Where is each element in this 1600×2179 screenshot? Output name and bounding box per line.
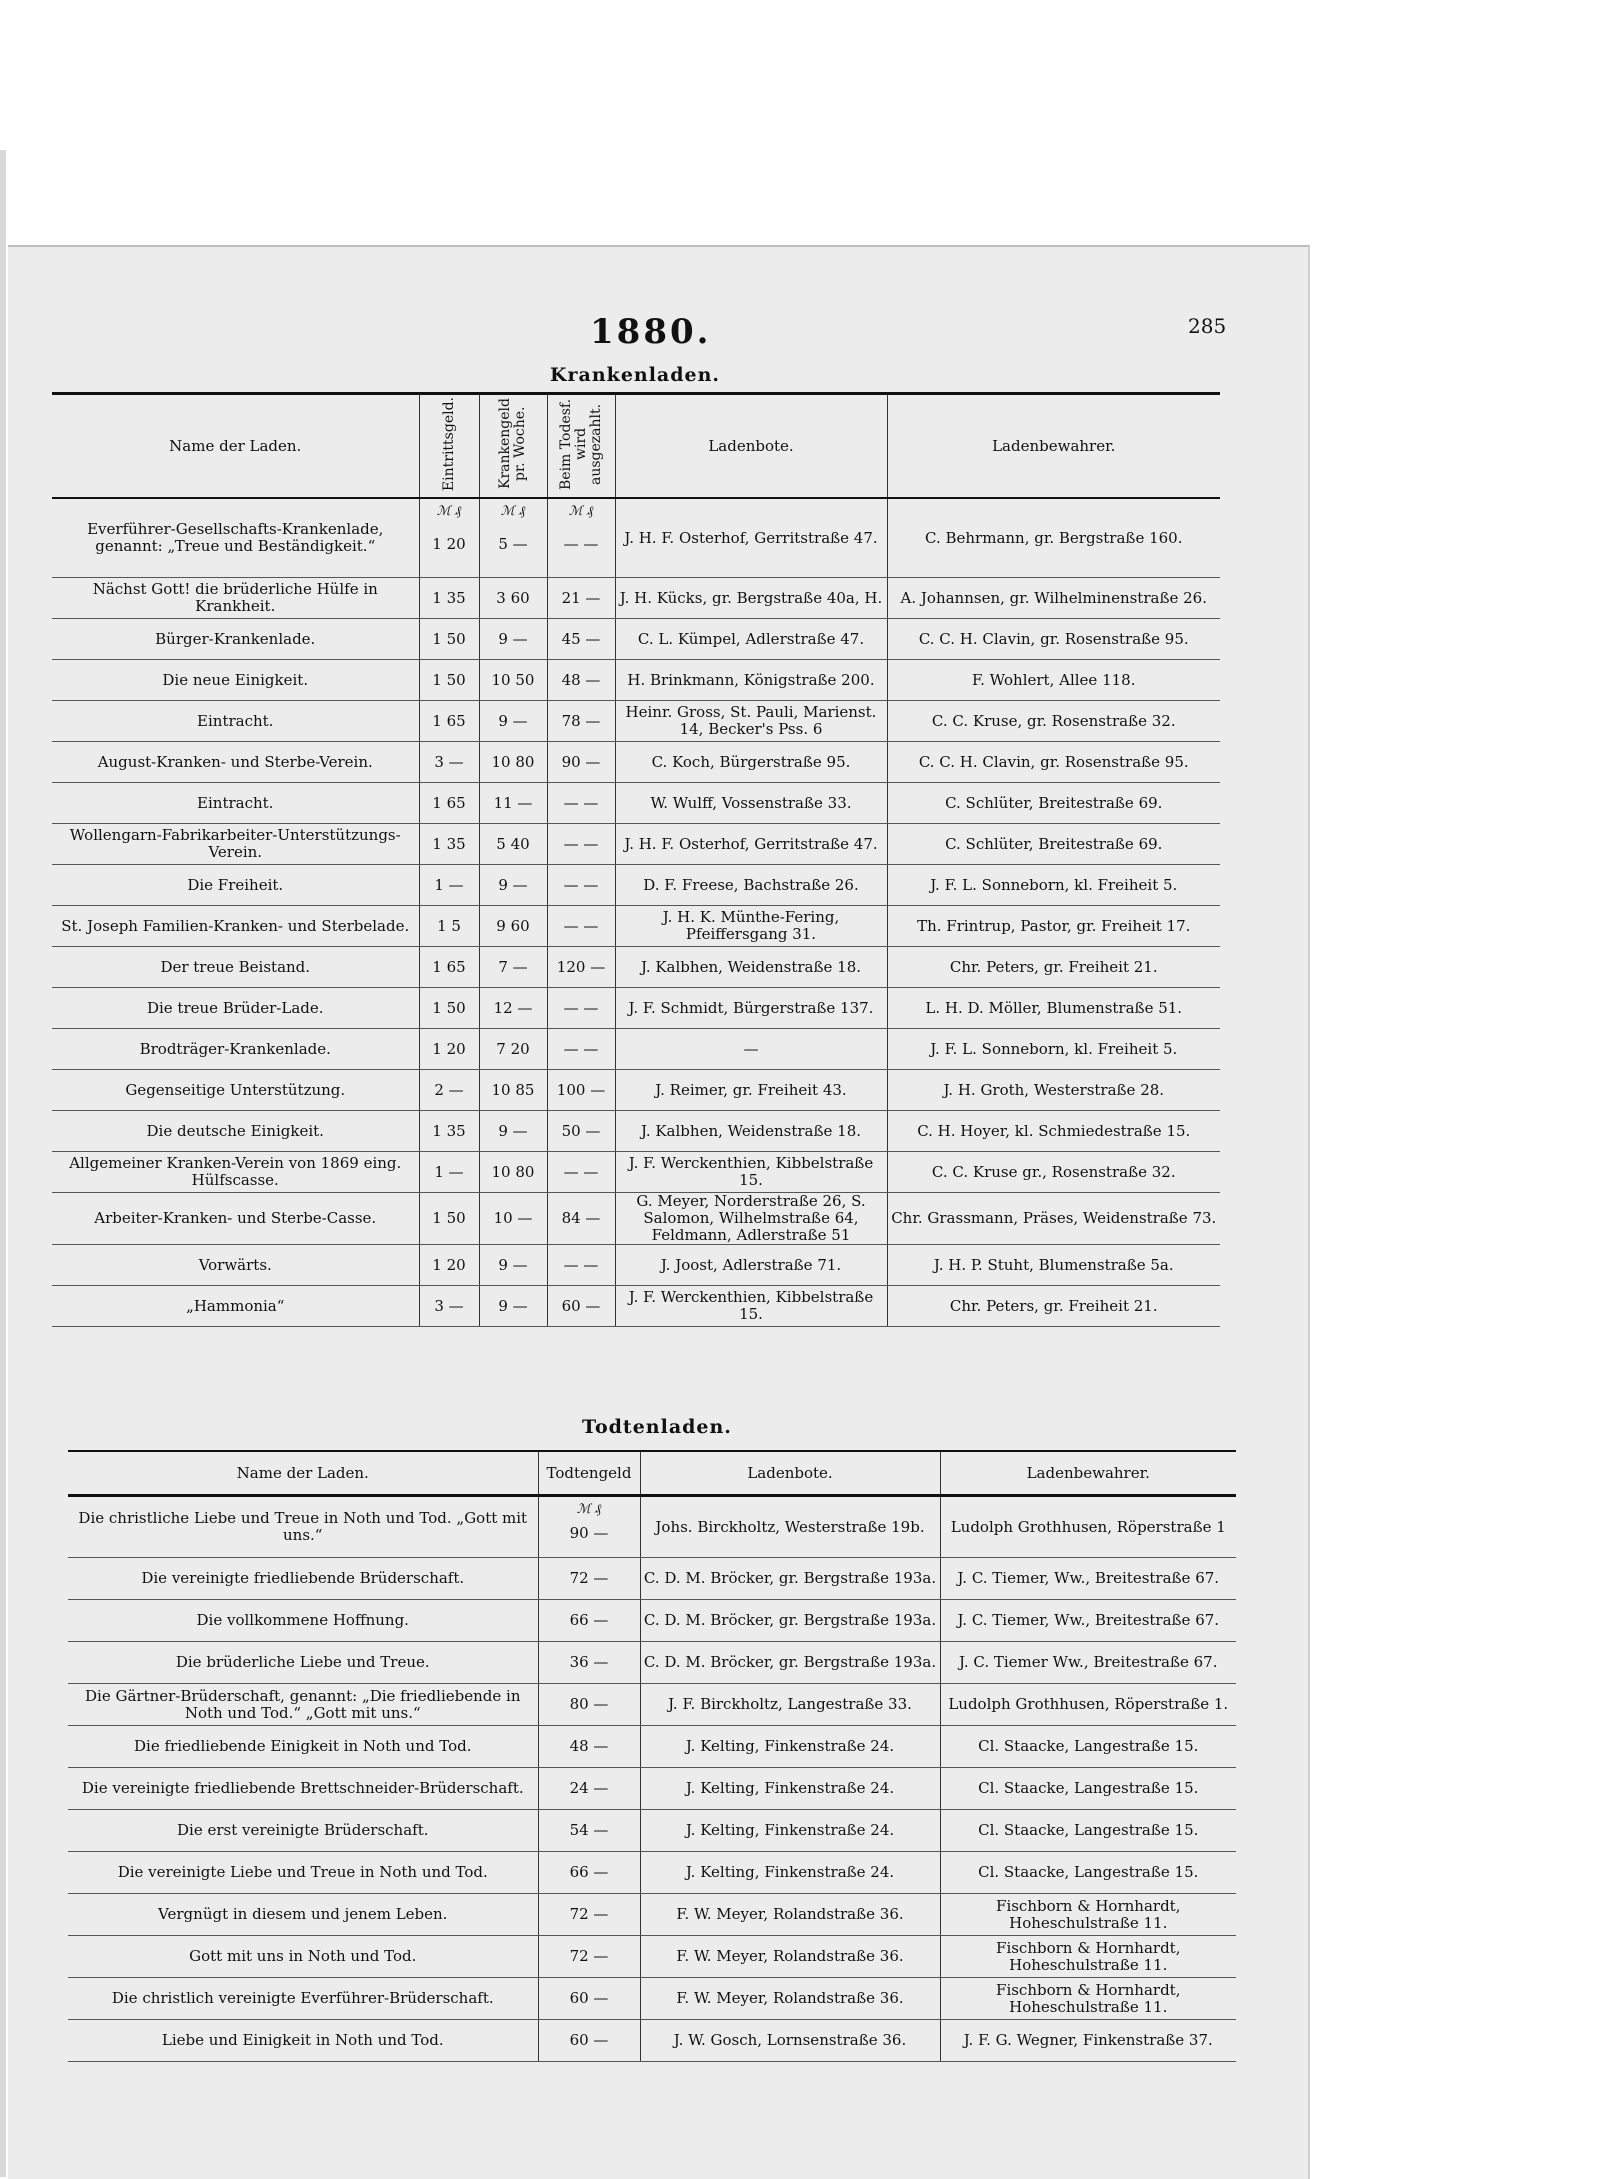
todtengeld-value: 60 — [538,1978,640,2020]
ladenbewahrer-value: Ludolph Grothhusen, Röperstraße 1 [940,1496,1236,1558]
todesgeld-value: 50 — [547,1111,615,1152]
table-row [52,1029,1220,1070]
page-number: 285 [1188,314,1227,338]
ladenbote-value: Heinr. Gross, St. Pauli, Marienst. 14, Becker's Pss. 6 [615,701,887,742]
col-header-todesgeld: Beim Todesf. wird ausgezahlt. [547,394,615,499]
lade-name: „Hammonia“ [52,1286,419,1327]
table-row [52,498,1220,578]
ladenbewahrer-value: C. C. Kruse, gr. Rosenstraße 32. [887,701,1220,742]
ladenbewahrer-value: L. H. D. Möller, Blumenstraße 51. [887,988,1220,1029]
table-row [68,1810,1236,1852]
ladenbewahrer-value: J. C. Tiemer, Ww., Breitestraße 67. [940,1600,1236,1642]
ladenbote-value: J. Kelting, Finkenstraße 24. [640,1810,940,1852]
lade-name: Allgemeiner Kranken-Verein von 1869 eing. Hülfscasse. [52,1152,419,1193]
todesgeld-value: 90 — [547,742,615,783]
currency-mark: ℳ ₰ [568,504,594,519]
table-row [52,824,1220,865]
lade-name: Eintracht. [52,701,419,742]
ladenbote-value: F. W. Meyer, Rolandstraße 36. [640,1894,940,1936]
lade-name: Everführer-Gesellschafts-Krankenlade, genannt: „Treue und Beständigkeit.“ [52,498,419,578]
ladenbewahrer-value: C. Behrmann, gr. Bergstraße 160. [887,498,1220,578]
lade-name: Der treue Beistand. [52,947,419,988]
ladenbewahrer-value: Cl. Staacke, Langestraße 15. [940,1768,1236,1810]
lade-name: Die friedliebende Einigkeit in Noth und Tod. [68,1726,538,1768]
ladenbewahrer-value: Cl. Staacke, Langestraße 15. [940,1810,1236,1852]
lade-name: Liebe und Einigkeit in Noth und Tod. [68,2020,538,2062]
krankengeld-value: 9 — [479,701,547,742]
currency-mark: ℳ ₰ [436,504,462,519]
lade-name: Die brüderliche Liebe und Treue. [68,1642,538,1684]
ladenbote-value: J. F. Werckenthien, Kibbelstraße 15. [615,1152,887,1193]
todesgeld-value: — — [547,865,615,906]
table-row [68,1978,1236,2020]
eintrittsgeld-value: 3 — [419,742,479,783]
ladenbote-value: C. L. Kümpel, Adlerstraße 47. [615,619,887,660]
ladenbewahrer-value: Th. Frintrup, Pastor, gr. Freiheit 17. [887,906,1220,947]
todtenladen-header-row [68,1451,1236,1496]
table-row [68,1768,1236,1810]
todesgeld-value: 84 — [547,1193,615,1245]
ladenbewahrer-value: C. C. H. Clavin, gr. Rosenstraße 95. [887,619,1220,660]
lade-name: Nächst Gott! die brüderliche Hülfe in Krankheit. [52,578,419,619]
eintrittsgeld-value: 1 35 [419,824,479,865]
col-header-name: Name der Laden. [68,1451,538,1496]
col-header-ladenbewahrer: Ladenbewahrer. [940,1451,1236,1496]
lade-name: Vorwärts. [52,1245,419,1286]
eintrittsgeld-value: 1 65 [419,947,479,988]
section-title-krankenladen: Krankenladen. [550,364,721,386]
todesgeld-value: — — [547,906,615,947]
table-row [52,578,1220,619]
ladenbote-value: J. Kelting, Finkenstraße 24. [640,1852,940,1894]
todesgeld-value: 21 — [547,578,615,619]
krankengeld-value: 9 — [479,1245,547,1286]
ladenbote-value: F. W. Meyer, Rolandstraße 36. [640,1978,940,2020]
krankengeld-value: 3 60 [479,578,547,619]
krankenladen-table [52,392,1220,1327]
ladenbote-value: Johs. Birckholtz, Westerstraße 19b. [640,1496,940,1558]
table-row [52,783,1220,824]
col-header-krankengeld: Krankengeld pr. Woche. [479,394,547,499]
krankengeld-value: 5 40 [479,824,547,865]
ladenbewahrer-value: C. H. Hoyer, kl. Schmiedestraße 15. [887,1111,1220,1152]
table-row [52,906,1220,947]
lade-name: Die vereinigte friedliebende Brüderschaft. [68,1558,538,1600]
col-header-ladenbote: Ladenbote. [615,394,887,499]
currency-mark: ℳ ₰ [576,1502,602,1517]
todtengeld-value: 60 — [538,2020,640,2062]
ladenbewahrer-value: Chr. Grassmann, Präses, Weidenstraße 73. [887,1193,1220,1245]
table-row [68,1496,1236,1558]
lade-name: Die vereinigte friedliebende Brettschneider-Brüderschaft. [68,1768,538,1810]
ladenbewahrer-value: C. Schlüter, Breitestraße 69. [887,783,1220,824]
ladenbewahrer-value: Chr. Peters, gr. Freiheit 21. [887,1286,1220,1327]
eintrittsgeld-value: 3 — [419,1286,479,1327]
lade-name: Eintracht. [52,783,419,824]
krankengeld-value: 10 85 [479,1070,547,1111]
table-row [52,1152,1220,1193]
krankengeld-value: 9 60 [479,906,547,947]
lade-name: Die christliche Liebe und Treue in Noth und Tod. „Gott mit uns.“ [68,1496,538,1558]
lade-name: Gegenseitige Unterstützung. [52,1070,419,1111]
table-row [52,947,1220,988]
krankengeld-value [479,498,547,578]
col-header-todtengeld: Todtengeld [538,1451,640,1496]
ladenbote-value: J. H. F. Osterhof, Gerritstraße 47. [615,824,887,865]
todtengeld-value: 80 — [538,1684,640,1726]
table-row [68,1894,1236,1936]
lade-name: Wollengarn-Fabrikarbeiter-Unterstützungs-Verein. [52,824,419,865]
lade-name: Bürger-Krankenlade. [52,619,419,660]
todtengeld-value: 48 — [538,1726,640,1768]
ladenbewahrer-value: C. Schlüter, Breitestraße 69. [887,824,1220,865]
todtengeld-value: 24 — [538,1768,640,1810]
todesgeld-value: 60 — [547,1286,615,1327]
ladenbewahrer-value: Fischborn & Hornhardt, Hoheschulstraße 11. [940,1894,1236,1936]
ladenbote-value: J. Joost, Adlerstraße 71. [615,1245,887,1286]
eintrittsgeld-value: 1 50 [419,619,479,660]
todtenladen-table [68,1450,1236,2062]
todesgeld-value: — — [547,1029,615,1070]
eintrittsgeld-value: 1 35 [419,1111,479,1152]
table-row [68,1684,1236,1726]
lade-name: Die Gärtner-Brüderschaft, genannt: „Die friedliebende in Noth und Tod.“ „Gott mit uns.“ [68,1684,538,1726]
ladenbote-value: F. W. Meyer, Rolandstraße 36. [640,1936,940,1978]
eintrittsgeld-value: 1 — [419,865,479,906]
lade-name: August-Kranken- und Sterbe-Verein. [52,742,419,783]
ladenbote-value: J. Kelting, Finkenstraße 24. [640,1768,940,1810]
table-row [52,701,1220,742]
col-header-ladenbewahrer: Ladenbewahrer. [887,394,1220,499]
krankengeld-value: 9 — [479,619,547,660]
ladenbewahrer-value: C. C. H. Clavin, gr. Rosenstraße 95. [887,742,1220,783]
lade-name: Brodträger-Krankenlade. [52,1029,419,1070]
eintrittsgeld-value: 1 50 [419,660,479,701]
amount-value: 5 — [498,534,528,553]
eintrittsgeld-value: 1 50 [419,988,479,1029]
ladenbote-value: C. D. M. Bröcker, gr. Bergstraße 193a. [640,1558,940,1600]
col-header-eintrittsgeld: Eintrittsgeld. [419,394,479,499]
ladenbote-value: C. D. M. Bröcker, gr. Bergstraße 193a. [640,1600,940,1642]
ladenbewahrer-value: J. C. Tiemer Ww., Breitestraße 67. [940,1642,1236,1684]
ladenbote-value: J. W. Gosch, Lornsenstraße 36. [640,2020,940,2062]
krankengeld-value: 9 — [479,1286,547,1327]
ladenbote-value: J. H. F. Osterhof, Gerritstraße 47. [615,498,887,578]
eintrittsgeld-value: 1 65 [419,701,479,742]
krankenladen-body [52,498,1220,1327]
ladenbote-value: J. Kelting, Finkenstraße 24. [640,1726,940,1768]
eintrittsgeld-value: 1 50 [419,1193,479,1245]
todesgeld-value: — — [547,783,615,824]
todesgeld-value: — — [547,1245,615,1286]
krankengeld-value: 10 50 [479,660,547,701]
amount-value: 1 20 [432,534,466,553]
todtenladen-body [68,1496,1236,2062]
todtengeld-value [538,1496,640,1558]
todesgeld-value: — — [547,824,615,865]
eintrittsgeld-value: 1 35 [419,578,479,619]
table-row [52,1286,1220,1327]
ladenbote-value: C. D. M. Bröcker, gr. Bergstraße 193a. [640,1642,940,1684]
table-row [52,619,1220,660]
ladenbote-value: — [615,1029,887,1070]
todesgeld-value: 120 — [547,947,615,988]
lade-name: Die treue Brüder-Lade. [52,988,419,1029]
table-row [52,1111,1220,1152]
lade-name: Vergnügt in diesem und jenem Leben. [68,1894,538,1936]
table-row [52,742,1220,783]
lade-name: Die Freiheit. [52,865,419,906]
ladenbote-value: J. Kalbhen, Weidenstraße 18. [615,947,887,988]
eintrittsgeld-value [419,498,479,578]
todesgeld-value [547,498,615,578]
ladenbewahrer-value: J. F. L. Sonneborn, kl. Freiheit 5. [887,1029,1220,1070]
ladenbote-value: C. Koch, Bürgerstraße 95. [615,742,887,783]
krankengeld-value: 7 20 [479,1029,547,1070]
amount-value: — — [563,534,599,553]
lade-name: Die erst vereinigte Brüderschaft. [68,1810,538,1852]
currency-mark: ℳ ₰ [500,504,526,519]
ladenbewahrer-value: J. H. P. Stuht, Blumenstraße 5a. [887,1245,1220,1286]
ladenbote-value: D. F. Freese, Bachstraße 26. [615,865,887,906]
table-row [68,1726,1236,1768]
todesgeld-value: 100 — [547,1070,615,1111]
lade-name: Die vollkommene Hoffnung. [68,1600,538,1642]
todesgeld-value: — — [547,1152,615,1193]
todesgeld-value: 45 — [547,619,615,660]
table-row [68,1852,1236,1894]
lade-name: Arbeiter-Kranken- und Sterbe-Casse. [52,1193,419,1245]
table-row [52,660,1220,701]
ladenbote-value: J. F. Birckholtz, Langestraße 33. [640,1684,940,1726]
page-year: 1880. [590,312,712,352]
ladenbewahrer-value: J. C. Tiemer, Ww., Breitestraße 67. [940,1558,1236,1600]
krankengeld-value: 12 — [479,988,547,1029]
eintrittsgeld-value: 2 — [419,1070,479,1111]
table-row [52,1245,1220,1286]
eintrittsgeld-value: 1 5 [419,906,479,947]
eintrittsgeld-value: 1 20 [419,1245,479,1286]
ladenbewahrer-value: F. Wohlert, Allee 118. [887,660,1220,701]
amount-value: 90 — [569,1523,609,1542]
ladenbote-value: J. F. Werckenthien, Kibbelstraße 15. [615,1286,887,1327]
table-row [68,1600,1236,1642]
lade-name: Die deutsche Einigkeit. [52,1111,419,1152]
todtengeld-value: 36 — [538,1642,640,1684]
krankengeld-value: 7 — [479,947,547,988]
page-edge-shadow [0,150,6,2177]
todtengeld-value: 66 — [538,1600,640,1642]
ladenbote-value: H. Brinkmann, Königstraße 200. [615,660,887,701]
lade-name: Gott mit uns in Noth und Tod. [68,1936,538,1978]
table-row [52,1193,1220,1245]
krankengeld-value: 10 80 [479,1152,547,1193]
table-row [68,1936,1236,1978]
todtengeld-value: 72 — [538,1936,640,1978]
ladenbewahrer-value: Chr. Peters, gr. Freiheit 21. [887,947,1220,988]
lade-name: St. Joseph Familien-Kranken- und Sterbelade. [52,906,419,947]
eintrittsgeld-value: 1 — [419,1152,479,1193]
ladenbewahrer-value: J. H. Groth, Westerstraße 28. [887,1070,1220,1111]
todtengeld-value: 72 — [538,1894,640,1936]
todtengeld-value: 72 — [538,1558,640,1600]
ladenbote-value: G. Meyer, Norderstraße 26, S. Salomon, Wilhelmstraße 64, Feldmann, Adlerstraße 51 [615,1193,887,1245]
krankengeld-value: 10 — [479,1193,547,1245]
table-row [52,1070,1220,1111]
ladenbewahrer-value: Cl. Staacke, Langestraße 15. [940,1726,1236,1768]
ladenbewahrer-value: J. F. G. Wegner, Finkenstraße 37. [940,2020,1236,2062]
ladenbote-value: J. Reimer, gr. Freiheit 43. [615,1070,887,1111]
section-title-todtenladen: Todtenladen. [582,1416,732,1438]
todesgeld-value: — — [547,988,615,1029]
ladenbote-value: J. Kalbhen, Weidenstraße 18. [615,1111,887,1152]
ladenbewahrer-value: A. Johannsen, gr. Wilhelminenstraße 26. [887,578,1220,619]
todtengeld-value: 54 — [538,1810,640,1852]
ladenbote-value: J. H. K. Münthe-Fering, Pfeiffersgang 31. [615,906,887,947]
table-row [52,988,1220,1029]
eintrittsgeld-value: 1 20 [419,1029,479,1070]
lade-name: Die vereinigte Liebe und Treue in Noth und Tod. [68,1852,538,1894]
table-row [68,1558,1236,1600]
ladenbewahrer-value: J. F. L. Sonneborn, kl. Freiheit 5. [887,865,1220,906]
table-row [52,865,1220,906]
col-header-name: Name der Laden. [52,394,419,499]
ladenbewahrer-value: Fischborn & Hornhardt, Hoheschulstraße 11. [940,1978,1236,2020]
ladenbote-value: J. F. Schmidt, Bürgerstraße 137. [615,988,887,1029]
ladenbote-value: W. Wulff, Vossenstraße 33. [615,783,887,824]
table-row [68,2020,1236,2062]
ladenbewahrer-value: Ludolph Grothhusen, Röperstraße 1. [940,1684,1236,1726]
todtengeld-value: 66 — [538,1852,640,1894]
todesgeld-value: 48 — [547,660,615,701]
lade-name: Die christlich vereinigte Everführer-Brüderschaft. [68,1978,538,2020]
ladenbote-value: J. H. Kücks, gr. Bergstraße 40a, H. [615,578,887,619]
ladenbewahrer-value: C. C. Kruse gr., Rosenstraße 32. [887,1152,1220,1193]
krankengeld-value: 11 — [479,783,547,824]
ladenbewahrer-value: Cl. Staacke, Langestraße 15. [940,1852,1236,1894]
lade-name: Die neue Einigkeit. [52,660,419,701]
krankengeld-value: 9 — [479,865,547,906]
krankengeld-value: 10 80 [479,742,547,783]
ladenbewahrer-value: Fischborn & Hornhardt, Hoheschulstraße 11. [940,1936,1236,1978]
eintrittsgeld-value: 1 65 [419,783,479,824]
krankengeld-value: 9 — [479,1111,547,1152]
todesgeld-value: 78 — [547,701,615,742]
table-row [68,1642,1236,1684]
col-header-ladenbote: Ladenbote. [640,1451,940,1496]
krankenladen-header-row [52,394,1220,499]
